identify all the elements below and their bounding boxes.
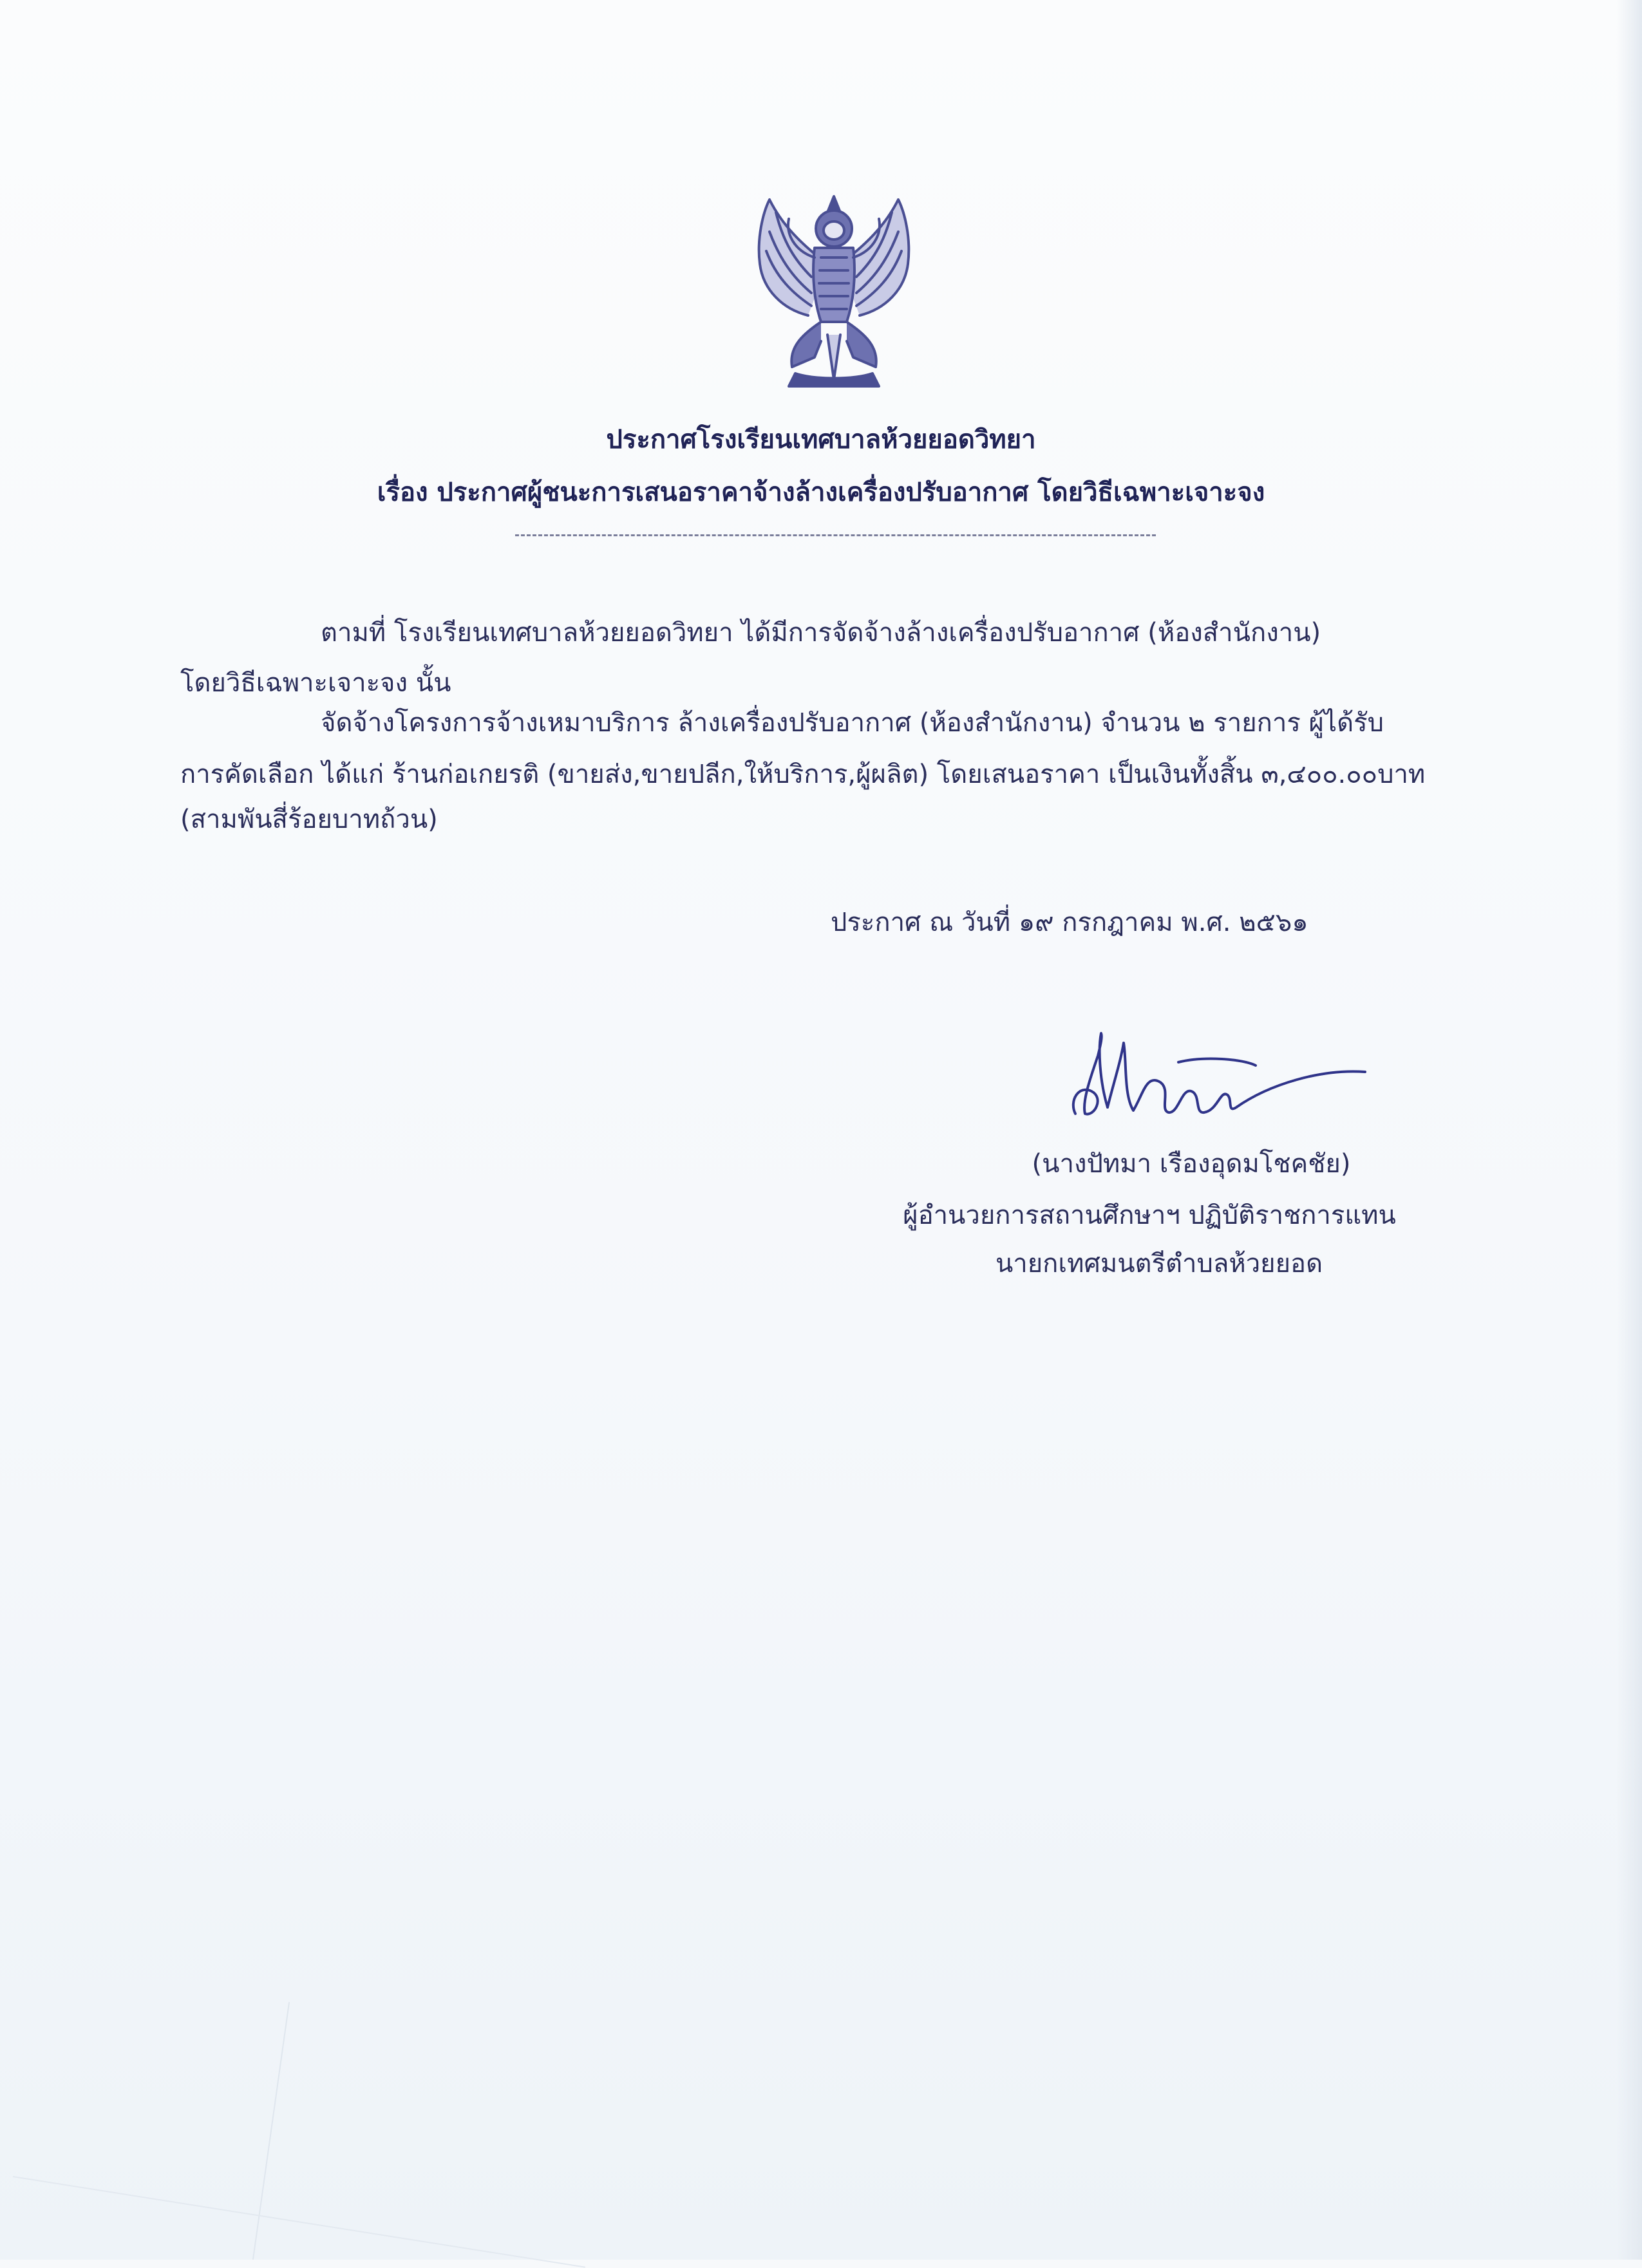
paragraph-line: โดยวิธีเฉพาะเจาะจง นั้น [180,668,451,698]
signer-name: (นางปัทมา เรืองอุดมโชคชัย) [1032,1149,1351,1179]
signer-position: ผู้อำนวยการสถานศึกษาฯ ปฏิบัติราชการแทน [903,1201,1396,1230]
paper-fold [13,2176,585,2268]
divider [515,534,1156,536]
garuda-emblem-icon [731,187,937,399]
announcement-date: ประกาศ ณ วันที่ ๑๙ กรกฎาคม พ.ศ. ๒๕๖๑ [831,908,1308,937]
paragraph-line: จัดจ้างโครงการจ้างเหมาบริการ ล้างเครื่องปรับอากาศ (ห้องสำนักงาน) จำนวน ๒ รายการ ผู้ได้รับ [321,708,1384,738]
paper-edge-shadow [1616,0,1642,2260]
paragraph-line: การคัดเลือก ได้แก่ ร้านก่อเกยรติ (ขายส่ง,ขายปลีก,ให้บริการ,ผู้ผลิต) โดยเสนอราคา เป็นเงินทั้งสิ้น ๓,๔๐๐.๐๐บาท [180,760,1426,789]
announcement-title: ประกาศโรงเรียนเทศบาลห้วยยอดวิทยา [606,425,1036,455]
handwritten-signature [1062,1024,1372,1133]
signer-position-2: นายกเทศมนตรีตำบลห้วยยอด [995,1249,1323,1279]
paragraph-line: (สามพันสี่ร้อยบาทถ้วน) [180,805,438,834]
paragraph-line: ตามที่ โรงเรียนเทศบาลห้วยยอดวิทยา ได้มีการจัดจ้างล้างเครื่องปรับอากาศ (ห้องสำนักงาน) [321,618,1321,648]
announcement-subject: เรื่อง ประกาศผู้ชนะการเสนอราคาจ้างล้างเครื่องปรับอากาศ โดยวิธีเฉพาะเจาะจง [377,478,1265,507]
